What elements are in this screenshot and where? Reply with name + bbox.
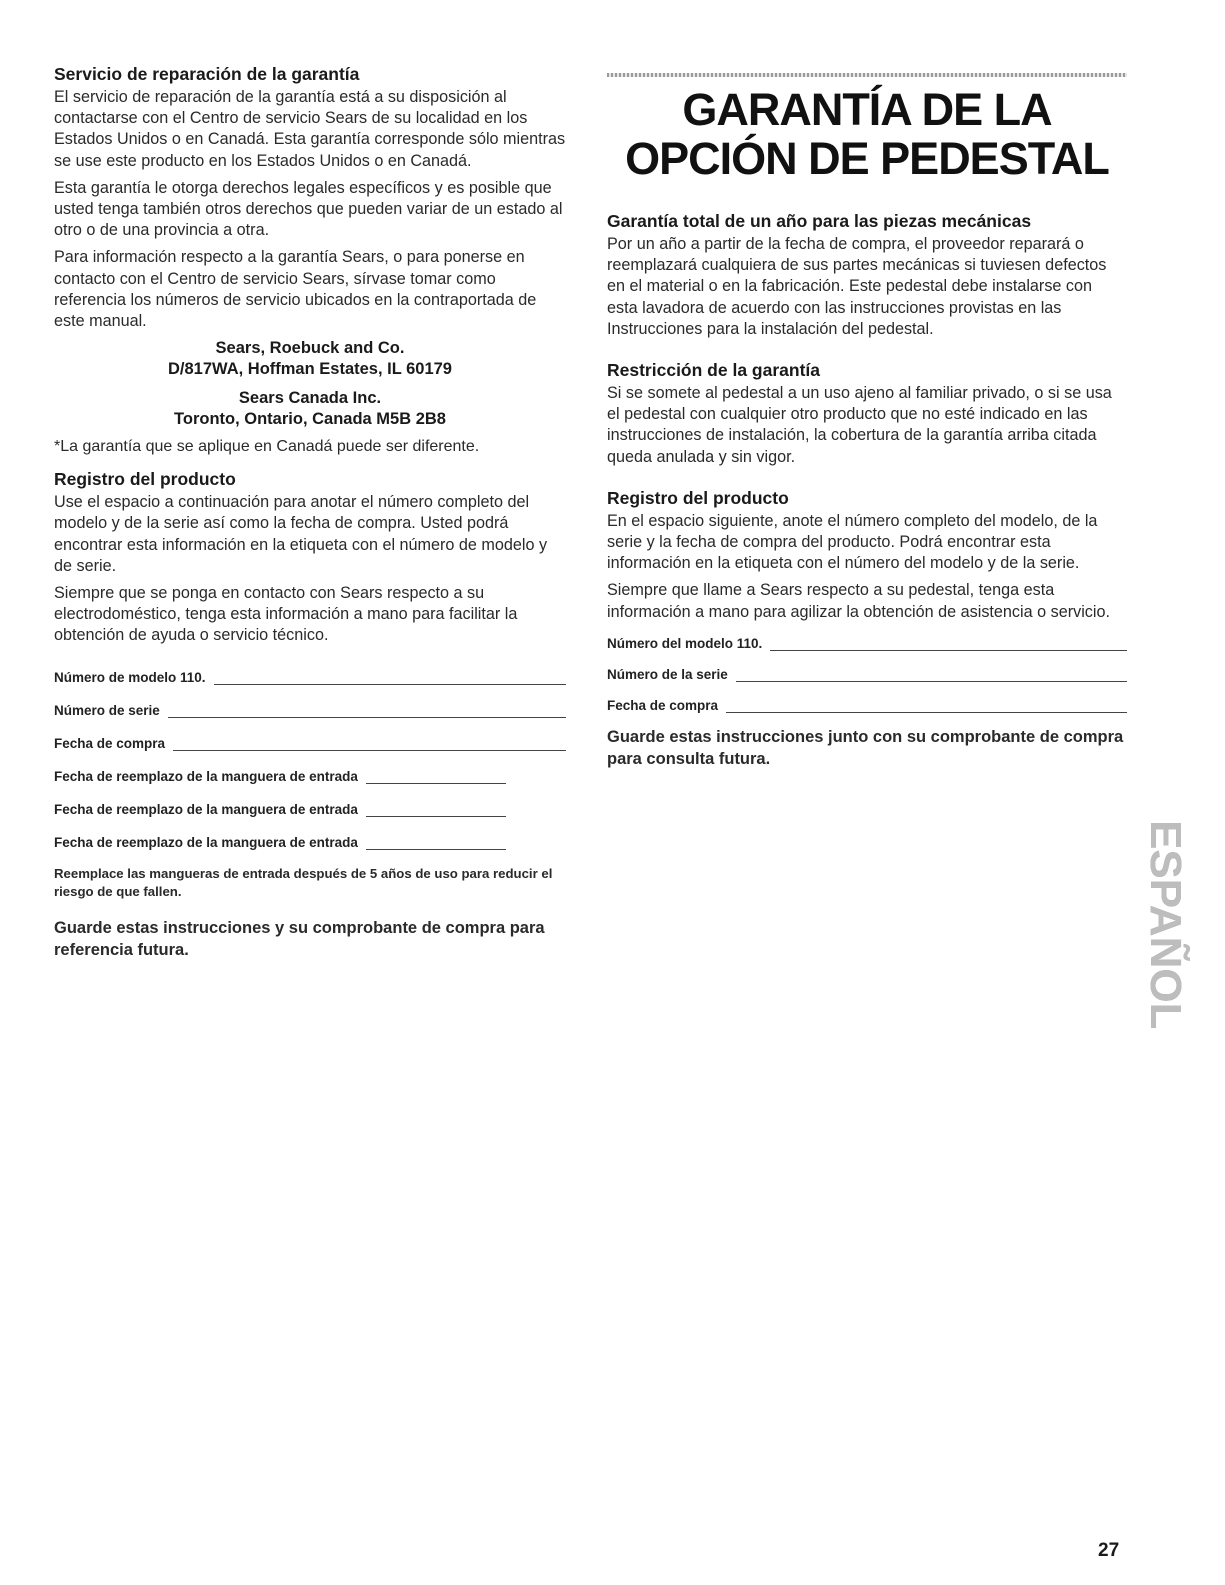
hose-replacement-line[interactable]	[366, 769, 506, 784]
pedestal-model-number-label: Número del modelo 110.	[607, 635, 763, 651]
hose-replacement-field-2[interactable]	[54, 799, 566, 817]
pedestal-keep-instructions-note: Guarde estas instrucciones junto con su comprobante de compra para consulta futura.	[607, 727, 1124, 768]
hose-replacement-field-1[interactable]	[54, 766, 566, 784]
pedestal-model-number-line[interactable]	[770, 636, 1127, 651]
purchase-date-label: Fecha de compra	[54, 735, 166, 751]
hose-replacement-label: Fecha de reemplazo de la manguera de entrada	[54, 834, 358, 850]
pedestal-purchase-date-label: Fecha de compra	[607, 697, 719, 713]
full-warranty-heading: Garantía total de un año para las piezas mecánicas	[607, 211, 1032, 231]
purchase-date-field[interactable]	[54, 733, 566, 751]
left-column	[54, 64, 566, 961]
hose-replacement-note: Reemplace las mangueras de entrada después de 5 años de uso para reducir el riesgo de que fallen.	[54, 865, 553, 899]
product-registration-paragraph-1: Use el espacio a continuación para anotar el número completo del modelo y de la serie así como la fecha de compra. Usted podrá encontrar esta información en la etiqueta con el número de modelo y de serie.	[54, 493, 548, 575]
warranty-restriction-paragraph: Si se somete al pedestal a un uso ajeno al familiar privado, o si se usa el pedestal con cualquier otro producto que no esté indicado en las instrucciones de instalación, la cobertura de la garantía arriba citada queda anulada y sin vigor.	[607, 384, 1112, 466]
serial-number-label: Número de serie	[54, 702, 160, 718]
pedestal-model-number-field[interactable]	[607, 633, 1127, 651]
product-registration-heading: Registro del producto	[54, 469, 236, 490]
sears-canada-address: Toronto, Ontario, Canada M5B 2B8	[174, 410, 446, 429]
purchase-date-line[interactable]	[173, 736, 566, 751]
pedestal-serial-number-label: Número de la serie	[607, 666, 728, 682]
hose-replacement-line[interactable]	[366, 802, 506, 817]
header-stripe	[607, 73, 1127, 77]
warranty-service-paragraph-1: El servicio de reparación de la garantía está a su disposición al contactarse con el Centro de servicio Sears de su localidad en los Estados Unidos o en Canadá. Esta garantía corresponde sólo mientras se use este producto en los Estados Unidos o en Canadá.	[54, 88, 566, 170]
hose-replacement-line[interactable]	[366, 835, 506, 850]
sears-addresses	[54, 338, 566, 430]
language-side-label: ESPAÑOL	[1141, 820, 1190, 1030]
pedestal-purchase-date-field[interactable]	[607, 695, 1127, 713]
hose-replacement-label: Fecha de reemplazo de la manguera de entrada	[54, 801, 358, 817]
pedestal-warranty-title: GARANTÍA DE LA OPCIÓN DE PEDESTAL	[625, 84, 1109, 184]
canada-footnote: *La garantía que se aplique en Canadá puede ser diferente.	[54, 438, 480, 456]
hose-replacement-label: Fecha de reemplazo de la manguera de entrada	[54, 768, 358, 784]
sears-us-name: Sears, Roebuck and Co.	[215, 339, 405, 358]
model-number-field[interactable]	[54, 667, 566, 685]
pedestal-registration-paragraph-1: En el espacio siguiente, anote el número completo del modelo, de la serie y la fecha de compra del producto. Podrá encontrar esta información en la etiqueta con el número del modelo y de la serie.	[607, 511, 1098, 573]
pedestal-registration-paragraph-2: Siempre que llame a Sears respecto a su pedestal, tenga esta información a mano para agilizar la obtención de asistencia o servicio.	[607, 581, 1110, 621]
pedestal-serial-number-line[interactable]	[736, 667, 1127, 682]
warranty-service-paragraph-2: Esta garantía le otorga derechos legales específicos y es posible que usted tenga también otros derechos que pueden variar de un estado al otro o de una provincia a otra.	[54, 178, 563, 240]
serial-number-field[interactable]	[54, 700, 566, 718]
warranty-service-paragraph-3: Para información respecto a la garantía Sears, o para ponerse en contacto con el Centro de servicio Sears, sírvase tomar como referencia los números de servicio ubicados en la contraportada de este manual.	[54, 248, 537, 331]
product-registration-paragraph-2: Siempre que se ponga en contacto con Sears respecto a su electrodoméstico, tenga esta información a mano para facilitar la obtención de ayuda o servicio técnico.	[54, 584, 518, 645]
model-number-line[interactable]	[214, 670, 566, 685]
full-warranty-paragraph: Por un año a partir de la fecha de compra, el proveedor reparará o reemplazará cualquiera de sus partes mecánicas si tuviesen defectos en el material o en la fabricación. Este pedestal debe instalarse con esta lavadora de acuerdo con las instrucciones provistas en las Instrucciones para la instalación del pedestal.	[607, 235, 1107, 338]
sears-canada-name: Sears Canada Inc.	[238, 389, 382, 408]
pedestal-purchase-date-line[interactable]	[726, 698, 1127, 713]
hose-replacement-field-3[interactable]	[54, 832, 566, 850]
serial-number-line[interactable]	[168, 703, 566, 718]
pedestal-serial-number-field[interactable]	[607, 664, 1127, 682]
warranty-restriction-heading: Restricción de la garantía	[607, 360, 820, 381]
right-column	[607, 64, 1127, 776]
pedestal-registration-heading: Registro del producto	[607, 487, 789, 508]
warranty-service-heading: Servicio de reparación de la garantía	[54, 64, 360, 84]
page-number: 27	[1098, 1540, 1120, 1561]
keep-instructions-note: Guarde estas instrucciones y su comprobante de compra para referencia futura.	[54, 918, 545, 959]
sears-us-address: D/817WA, Hoffman Estates, IL 60179	[168, 360, 452, 379]
model-number-label: Número de modelo 110.	[54, 669, 206, 685]
